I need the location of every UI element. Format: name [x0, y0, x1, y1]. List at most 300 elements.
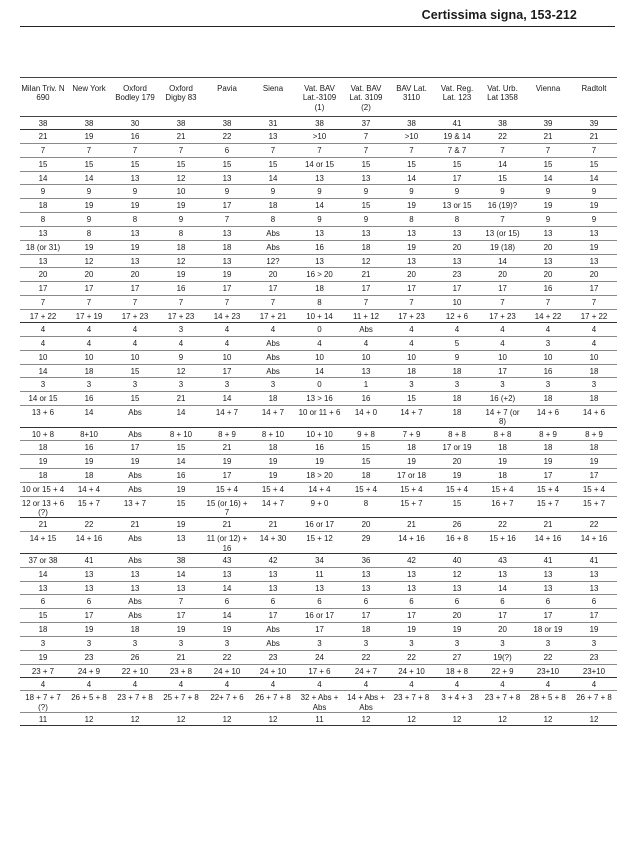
table-cell: 13	[434, 581, 480, 595]
table-cell: 42	[389, 553, 434, 567]
table-cell: 14	[571, 171, 617, 185]
table-cell: 10	[434, 296, 480, 310]
table-cell: 5	[434, 336, 480, 350]
table-cell: 15	[158, 441, 204, 455]
table-cell: 21	[158, 130, 204, 144]
table-cell: 21	[571, 130, 617, 144]
table-cell: 19	[571, 623, 617, 637]
table-cell: 6	[343, 595, 389, 609]
table-cell: 7	[525, 143, 571, 157]
table-cell: 4	[525, 677, 571, 691]
table-cell: 16 + 7	[480, 496, 525, 518]
table-cell: 9	[343, 185, 389, 199]
table-cell: 41	[66, 553, 112, 567]
column-header: Oxford Digby 83	[158, 78, 204, 117]
table-cell: 16	[66, 441, 112, 455]
table-cell: 16 or 17	[296, 609, 343, 623]
table-cell: 13	[112, 171, 158, 185]
table-cell: 12	[525, 713, 571, 726]
table-cell: 4	[250, 677, 296, 691]
table-cell: 3	[158, 378, 204, 392]
table-cell: Abs	[250, 636, 296, 650]
table-cell: 17	[296, 623, 343, 637]
table-cell: 3	[525, 336, 571, 350]
table-cell: 13	[343, 567, 389, 581]
table-cell: 14	[525, 171, 571, 185]
table-cell: 9	[112, 185, 158, 199]
table-cell: 23 + 7	[20, 664, 66, 677]
table-cell: 13	[204, 567, 250, 581]
table-cell: 3	[525, 636, 571, 650]
table-cell: 22	[343, 650, 389, 664]
table-cell: 14	[204, 392, 250, 406]
table-cell: 3	[434, 378, 480, 392]
table-cell: 3	[571, 636, 617, 650]
table-cell: 13	[296, 226, 343, 240]
table-cell: 12	[112, 713, 158, 726]
table-cell: 17	[204, 199, 250, 213]
table-cell: 23	[571, 650, 617, 664]
table-cell: 24 + 9	[66, 664, 112, 677]
table-cell: 17 + 23	[389, 309, 434, 322]
table-cell: 4	[20, 677, 66, 691]
table-cell: 15 + 4	[250, 483, 296, 497]
table-cell: 17	[571, 469, 617, 483]
table-cell: 22	[204, 650, 250, 664]
table-cell: 3	[20, 378, 66, 392]
table-cell: 16 or 17	[296, 518, 343, 532]
table-cell: 8 + 8	[480, 427, 525, 441]
table-cell: 20	[525, 240, 571, 254]
table-row	[20, 427, 617, 441]
table-cell: 15	[389, 157, 434, 171]
table-row	[20, 532, 617, 554]
table-cell: 19	[434, 623, 480, 637]
table-cell: 13	[112, 226, 158, 240]
table-cell: 31	[250, 117, 296, 130]
table-cell: 24 + 10	[250, 664, 296, 677]
table-cell: 7	[158, 595, 204, 609]
table-cell: 21	[20, 518, 66, 532]
table-cell: 11	[296, 567, 343, 581]
table-cell: 10	[571, 350, 617, 364]
table-cell: 9	[389, 185, 434, 199]
table-cell: 15 + 4	[480, 483, 525, 497]
table-cell: 10	[112, 350, 158, 364]
table-cell: 15	[112, 364, 158, 378]
table-cell: 21	[525, 130, 571, 144]
table-cell: 13 (or 15)	[480, 226, 525, 240]
table-cell: 17	[480, 609, 525, 623]
table-cell: 10 or 11 + 6	[296, 406, 343, 428]
table-cell: 3	[296, 636, 343, 650]
table-cell: 18 > 20	[296, 469, 343, 483]
table-cell: 4	[20, 336, 66, 350]
table-cell: 17	[112, 441, 158, 455]
table-cell: 42	[250, 553, 296, 567]
table-cell: >10	[296, 130, 343, 144]
table-cell: 9	[525, 185, 571, 199]
table-cell: 43	[204, 553, 250, 567]
table-cell: 3	[204, 636, 250, 650]
table-cell: 19	[158, 518, 204, 532]
table-cell: 22	[480, 518, 525, 532]
table-cell: 20	[250, 268, 296, 282]
table-cell: 19	[66, 130, 112, 144]
column-header: New York	[66, 78, 112, 117]
table-cell: 15	[158, 496, 204, 518]
table-cell: 18	[571, 441, 617, 455]
table-cell: 16 (+2)	[480, 392, 525, 406]
table-cell: 4	[389, 322, 434, 336]
table-cell: 14 + 16	[525, 532, 571, 554]
table-cell: 10 + 8	[20, 427, 66, 441]
table-cell: 3	[66, 636, 112, 650]
table-cell: 20	[525, 268, 571, 282]
table-cell: 13 > 16	[296, 392, 343, 406]
table-cell: 18	[66, 364, 112, 378]
table-cell: 13	[343, 581, 389, 595]
table-cell: 13	[525, 581, 571, 595]
table-cell: 10 or 15 + 4	[20, 483, 66, 497]
table-cell: 18	[250, 441, 296, 455]
table-cell: 15	[66, 157, 112, 171]
table-cell: 15 (or 16) + 7	[204, 496, 250, 518]
table-cell: 3 + 4 + 3	[434, 691, 480, 713]
table-cell: 18	[571, 364, 617, 378]
table-cell: 15	[343, 199, 389, 213]
table-cell: 13	[112, 254, 158, 268]
table-cell: 14	[20, 567, 66, 581]
table-cell: 19	[480, 455, 525, 469]
table-cell: 17	[204, 282, 250, 296]
table-cell: 4	[434, 322, 480, 336]
table-cell: 17	[343, 282, 389, 296]
table-cell: 20	[480, 623, 525, 637]
table-cell: 15 + 7	[571, 496, 617, 518]
table-cell: 17	[571, 282, 617, 296]
table-cell: 10	[204, 350, 250, 364]
table-cell: 7	[20, 143, 66, 157]
table-cell: 41	[525, 553, 571, 567]
table-cell: 12 + 6	[434, 309, 480, 322]
table-cell: 13	[571, 567, 617, 581]
table-cell: 14	[204, 609, 250, 623]
table-cell: 14 or 15	[296, 157, 343, 171]
table-cell: 12 or 13 + 6 (?)	[20, 496, 66, 518]
table-cell: 9	[20, 185, 66, 199]
table-cell: 15 + 7	[389, 496, 434, 518]
table-cell: >10	[389, 130, 434, 144]
table-cell: 37 or 38	[20, 553, 66, 567]
table-cell: 19	[66, 199, 112, 213]
table-cell: 8	[112, 213, 158, 227]
table-cell: Abs	[112, 483, 158, 497]
table-cell: 13	[571, 254, 617, 268]
table-cell: 21	[158, 392, 204, 406]
table-cell: 15 + 16	[480, 532, 525, 554]
table-cell: 17 or 18	[389, 469, 434, 483]
column-header: Oxford Bodley 179	[112, 78, 158, 117]
table-cell: 18	[20, 469, 66, 483]
table-cell: 17	[389, 282, 434, 296]
table-row	[20, 213, 617, 227]
table-cell: Abs	[250, 364, 296, 378]
table-cell: 9 + 0	[296, 496, 343, 518]
table-cell: 10	[343, 350, 389, 364]
table-cell: 15 + 4	[571, 483, 617, 497]
table-cell: 4	[343, 336, 389, 350]
table-cell: 38	[20, 117, 66, 130]
table-cell: 21	[250, 518, 296, 532]
table-cell: Abs	[112, 406, 158, 428]
table-cell: 23+10	[571, 664, 617, 677]
table-cell: 41	[571, 553, 617, 567]
table-cell: 20	[480, 268, 525, 282]
table-cell: 14 + 4	[66, 483, 112, 497]
table-cell: 15	[20, 157, 66, 171]
table-row	[20, 240, 617, 254]
table-cell: 18	[389, 364, 434, 378]
table-cell: 10	[480, 350, 525, 364]
table-cell: Abs	[250, 350, 296, 364]
table-row	[20, 322, 617, 336]
table-cell: 4	[480, 322, 525, 336]
table-cell: 8+10	[66, 427, 112, 441]
table-cell: 20	[112, 268, 158, 282]
table-cell: 17 + 22	[20, 309, 66, 322]
table-cell: 17	[66, 282, 112, 296]
table-cell: Abs	[343, 322, 389, 336]
table-cell: 15 + 4	[389, 483, 434, 497]
table-cell: 27	[434, 650, 480, 664]
table-cell: 13	[480, 567, 525, 581]
table-cell: 20	[434, 240, 480, 254]
table-row	[20, 254, 617, 268]
table-cell: 13	[158, 532, 204, 554]
column-header: Vat. Reg. Lat. 123	[434, 78, 480, 117]
table-cell: 6	[525, 595, 571, 609]
table-cell: 38	[204, 117, 250, 130]
table-cell: 37	[343, 117, 389, 130]
table-cell: 15	[571, 157, 617, 171]
table-cell: Abs	[250, 336, 296, 350]
table-cell: 16	[343, 392, 389, 406]
table-cell: 14 + 16	[66, 532, 112, 554]
table-cell: 10	[66, 350, 112, 364]
table-row	[20, 496, 617, 518]
table-cell: 18	[250, 392, 296, 406]
table-cell: 19	[112, 455, 158, 469]
table-cell: 23 + 8	[158, 664, 204, 677]
table-cell: 15	[434, 157, 480, 171]
table-cell: Abs	[112, 469, 158, 483]
table-row	[20, 226, 617, 240]
table-cell: 7	[250, 143, 296, 157]
table-cell: 10	[158, 185, 204, 199]
table-cell: 14 + Abs + Abs	[343, 691, 389, 713]
table-cell: 3	[480, 636, 525, 650]
table-cell: 17	[525, 469, 571, 483]
table-cell: 21	[158, 650, 204, 664]
table-cell: 18	[571, 392, 617, 406]
table-cell: 14	[20, 171, 66, 185]
table-cell: 4	[434, 677, 480, 691]
table-cell: 7	[204, 296, 250, 310]
table-cell: 13 or 15	[434, 199, 480, 213]
table-cell: 19	[389, 199, 434, 213]
table-cell: 15	[112, 157, 158, 171]
table-cell: 17	[434, 171, 480, 185]
table-cell: 13	[250, 567, 296, 581]
table-cell: 7	[66, 143, 112, 157]
table-cell: Abs	[112, 532, 158, 554]
table-row	[20, 713, 617, 726]
table-cell: 15	[204, 157, 250, 171]
table-cell: 13	[434, 226, 480, 240]
table-cell: 26	[112, 650, 158, 664]
table-cell: 19	[20, 650, 66, 664]
table-cell: 4	[343, 677, 389, 691]
table-cell: 13	[343, 364, 389, 378]
table-cell: 3	[389, 378, 434, 392]
table-cell: 4	[571, 677, 617, 691]
table-cell: 9	[525, 213, 571, 227]
table-cell: 17	[112, 282, 158, 296]
table-header-row	[20, 78, 617, 117]
table-cell: 16	[66, 392, 112, 406]
table-cell: 19	[112, 240, 158, 254]
table-cell: 18	[434, 364, 480, 378]
table-cell: 6	[250, 595, 296, 609]
table-cell: 23 + 7 + 8	[112, 691, 158, 713]
table-cell: 14	[389, 171, 434, 185]
table-cell: 23	[66, 650, 112, 664]
table-cell: 12	[158, 364, 204, 378]
table-cell: 8 + 10	[250, 427, 296, 441]
table-cell: 3	[158, 636, 204, 650]
table-cell: 11	[20, 713, 66, 726]
table-cell: 15	[250, 157, 296, 171]
table-cell: 20	[20, 268, 66, 282]
table-cell: 26	[434, 518, 480, 532]
table-cell: 13	[296, 171, 343, 185]
table-cell: 24	[296, 650, 343, 664]
table-cell: 38	[480, 117, 525, 130]
column-header: Vat. Urb. Lat 1358	[480, 78, 525, 117]
table-cell: 13 + 7	[112, 496, 158, 518]
table-cell: 18	[20, 623, 66, 637]
table-cell: 20	[343, 518, 389, 532]
table-cell: 15	[389, 392, 434, 406]
table-cell: 12	[343, 254, 389, 268]
table-cell: 19	[434, 469, 480, 483]
table-cell: 18	[389, 441, 434, 455]
table-cell: 12	[204, 713, 250, 726]
table-cell: 28 + 5 + 8	[525, 691, 571, 713]
table-cell: 4	[204, 677, 250, 691]
table-cell: 10 + 10	[296, 427, 343, 441]
table-cell: 13	[250, 130, 296, 144]
table-cell: 17 + 19	[66, 309, 112, 322]
table-cell: 29	[343, 532, 389, 554]
table-cell: 7	[343, 143, 389, 157]
table-cell: 14 + 7	[204, 406, 250, 428]
table-cell: 7	[158, 296, 204, 310]
table-cell: 6	[434, 595, 480, 609]
table-cell: 19(?)	[480, 650, 525, 664]
table-cell: 22	[525, 650, 571, 664]
table-cell: 13	[389, 254, 434, 268]
table-cell: 14	[480, 581, 525, 595]
table-cell: 19	[571, 455, 617, 469]
table-cell: 10	[296, 350, 343, 364]
table-cell: 13	[112, 581, 158, 595]
table-cell: 22	[389, 650, 434, 664]
table-cell: 14 + 16	[389, 532, 434, 554]
table-cell: 17	[66, 609, 112, 623]
table-row	[20, 691, 617, 713]
table-cell: 8 + 8	[434, 427, 480, 441]
table-cell: 39	[571, 117, 617, 130]
table-cell: 15	[480, 171, 525, 185]
table-cell: Abs	[112, 609, 158, 623]
table-cell: 17 + 23	[112, 309, 158, 322]
table-cell: 17 + 6	[296, 664, 343, 677]
table-cell: 15 + 12	[296, 532, 343, 554]
table-cell: 12	[571, 713, 617, 726]
table-cell: 18	[112, 623, 158, 637]
table-cell: 9	[250, 185, 296, 199]
table-cell: 15	[20, 609, 66, 623]
table-cell: 26 + 7 + 8	[571, 691, 617, 713]
table-cell: 16	[525, 364, 571, 378]
table-cell: 9	[66, 213, 112, 227]
table-row	[20, 143, 617, 157]
table-cell: 7	[158, 143, 204, 157]
table-cell: 13	[20, 581, 66, 595]
table-cell: Abs	[112, 595, 158, 609]
table-cell: 15 + 4	[343, 483, 389, 497]
table-cell: 3	[250, 378, 296, 392]
table-cell: 8	[343, 496, 389, 518]
table-cell: 10	[20, 350, 66, 364]
table-cell: 19	[389, 240, 434, 254]
table-cell: 8	[20, 213, 66, 227]
table-cell: 1	[343, 378, 389, 392]
table-cell: 17	[250, 282, 296, 296]
table-cell: 14	[20, 364, 66, 378]
column-header: Radtolt	[571, 78, 617, 117]
table-cell: 19	[204, 455, 250, 469]
table-cell: 19	[525, 199, 571, 213]
table-cell: 17 + 23	[480, 309, 525, 322]
table-cell: Abs	[250, 226, 296, 240]
table-cell: 39	[525, 117, 571, 130]
table-cell: 19	[296, 455, 343, 469]
table-cell: 4	[66, 336, 112, 350]
table-cell: 6	[204, 143, 250, 157]
table-row	[20, 441, 617, 455]
table-cell: 14	[296, 364, 343, 378]
table-cell: 4	[296, 336, 343, 350]
table-cell: 7	[480, 213, 525, 227]
table-cell: 22 + 10	[112, 664, 158, 677]
table-cell: 6	[480, 595, 525, 609]
table-cell: 9	[204, 185, 250, 199]
table-cell: 16 (19)?	[480, 199, 525, 213]
table-cell: 13	[112, 567, 158, 581]
